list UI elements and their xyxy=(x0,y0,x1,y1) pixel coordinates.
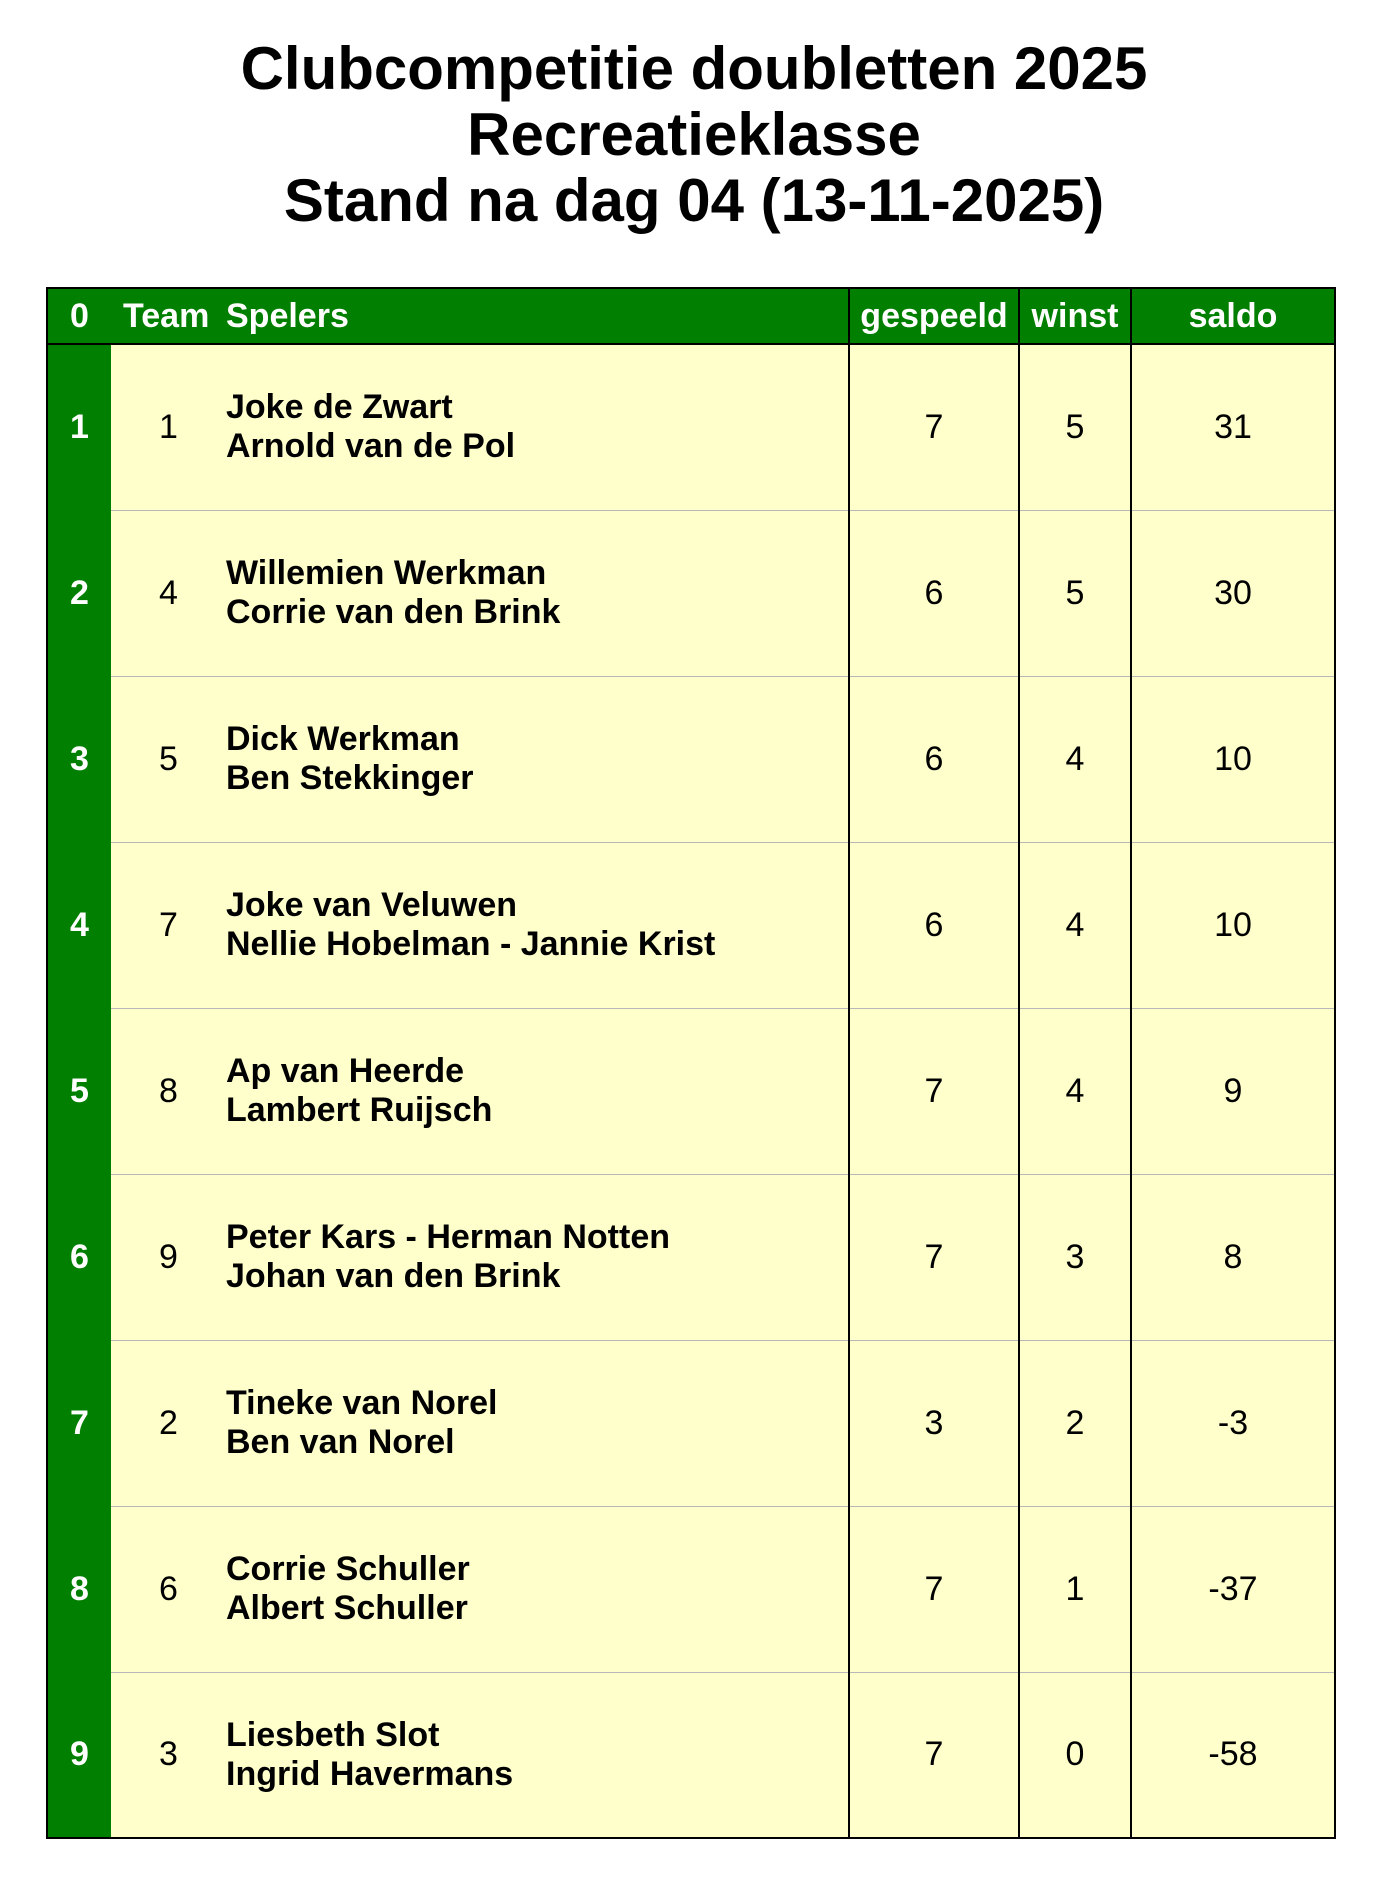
rank-cell: 5 xyxy=(47,1008,111,1174)
wins-cell: 5 xyxy=(1019,344,1131,510)
table-row xyxy=(47,1174,1335,1340)
wins-cell: 1 xyxy=(1019,1506,1131,1672)
player-2: Nellie Hobelman - Jannie Krist xyxy=(226,925,716,963)
balance-cell: -37 xyxy=(1131,1506,1335,1672)
balance-cell: 10 xyxy=(1131,676,1335,842)
title-line-competition: Clubcompetitie doubletten 2025 xyxy=(240,35,1148,102)
table-row xyxy=(47,510,1335,676)
team-cell: 2 xyxy=(111,1340,226,1506)
rank-cell: 4 xyxy=(47,842,111,1008)
player-1: Willemien Werkman xyxy=(226,554,547,592)
team-cell: 1 xyxy=(111,344,226,510)
played-cell: 7 xyxy=(849,1008,1019,1174)
rank-cell: 6 xyxy=(47,1174,111,1340)
table-row xyxy=(47,676,1335,842)
title-line-class: Recreatieklasse xyxy=(467,101,921,168)
player-1: Joke de Zwart xyxy=(226,388,453,427)
player-1: Corrie Schuller xyxy=(226,1550,470,1588)
player-2: Ben van Norel xyxy=(226,1423,455,1461)
header-rank: 0 xyxy=(47,288,111,344)
team-cell: 5 xyxy=(111,676,226,842)
balance-cell: 31 xyxy=(1131,344,1335,510)
standings-table xyxy=(46,287,1336,1839)
players-cell xyxy=(226,1672,849,1838)
played-cell: 6 xyxy=(849,676,1019,842)
wins-cell: 4 xyxy=(1019,676,1131,842)
header-gespeeld: gespeeld xyxy=(849,288,1019,344)
team-cell: 4 xyxy=(111,510,226,676)
table-header-row xyxy=(47,288,1335,344)
wins-cell: 5 xyxy=(1019,510,1131,676)
table-row xyxy=(47,842,1335,1008)
rank-cell: 7 xyxy=(47,1340,111,1506)
player-2: Arnold van de Pol xyxy=(226,427,516,466)
balance-cell: 10 xyxy=(1131,842,1335,1008)
player-1: Liesbeth Slot xyxy=(226,1715,440,1754)
table-row xyxy=(47,344,1335,510)
rank-cell: 1 xyxy=(47,344,111,510)
wins-cell: 4 xyxy=(1019,842,1131,1008)
table-body xyxy=(47,344,1335,1838)
rank-cell: 9 xyxy=(47,1672,111,1838)
played-cell: 6 xyxy=(849,842,1019,1008)
wins-cell: 0 xyxy=(1019,1672,1131,1838)
rank-cell: 2 xyxy=(47,510,111,676)
balance-cell: 9 xyxy=(1131,1008,1335,1174)
rank-cell: 8 xyxy=(47,1506,111,1672)
player-2: Ben Stekkinger xyxy=(226,759,474,797)
players-cell xyxy=(226,676,849,842)
player-1: Ap van Heerde xyxy=(226,1052,465,1090)
header-spelers: Spelers xyxy=(226,288,849,344)
players-cell xyxy=(226,1506,849,1672)
players-cell xyxy=(226,1008,849,1174)
header-saldo: saldo xyxy=(1131,288,1335,344)
title-line-date: Stand na dag 04 (13-11-2025) xyxy=(283,167,1105,234)
played-cell: 7 xyxy=(849,1672,1019,1838)
player-2: Johan van den Brink xyxy=(226,1257,561,1295)
players-cell xyxy=(226,344,849,510)
player-2: Corrie van den Brink xyxy=(226,593,561,631)
player-1: Peter Kars - Herman Notten xyxy=(226,1218,671,1256)
balance-cell: -58 xyxy=(1131,1672,1335,1838)
wins-cell: 4 xyxy=(1019,1008,1131,1174)
player-1: Tineke van Norel xyxy=(226,1384,498,1422)
rank-cell: 3 xyxy=(47,676,111,842)
balance-cell: 30 xyxy=(1131,510,1335,676)
player-2: Lambert Ruijsch xyxy=(226,1091,493,1129)
players-cell xyxy=(226,510,849,676)
table-row xyxy=(47,1008,1335,1174)
table-row xyxy=(47,1340,1335,1506)
played-cell: 7 xyxy=(849,344,1019,510)
balance-cell: -3 xyxy=(1131,1340,1335,1506)
played-cell: 7 xyxy=(849,1506,1019,1672)
played-cell: 3 xyxy=(849,1340,1019,1506)
wins-cell: 3 xyxy=(1019,1174,1131,1340)
player-1: Dick Werkman xyxy=(226,720,460,758)
team-cell: 3 xyxy=(111,1672,226,1838)
played-cell: 6 xyxy=(849,510,1019,676)
players-cell xyxy=(226,842,849,1008)
players-cell xyxy=(226,1340,849,1506)
balance-cell: 8 xyxy=(1131,1174,1335,1340)
player-2: Albert Schuller xyxy=(226,1589,468,1627)
team-cell: 8 xyxy=(111,1008,226,1174)
played-cell: 7 xyxy=(849,1174,1019,1340)
header-winst: winst xyxy=(1019,288,1131,344)
table-row xyxy=(47,1672,1335,1838)
team-cell: 7 xyxy=(111,842,226,1008)
header-team: Team xyxy=(111,288,226,344)
players-cell xyxy=(226,1174,849,1340)
wins-cell: 2 xyxy=(1019,1340,1131,1506)
player-1: Joke van Veluwen xyxy=(226,886,518,924)
table-row xyxy=(47,1506,1335,1672)
team-cell: 6 xyxy=(111,1506,226,1672)
team-cell: 9 xyxy=(111,1174,226,1340)
page-title xyxy=(0,36,1388,234)
player-2: Ingrid Havermans xyxy=(226,1754,514,1793)
